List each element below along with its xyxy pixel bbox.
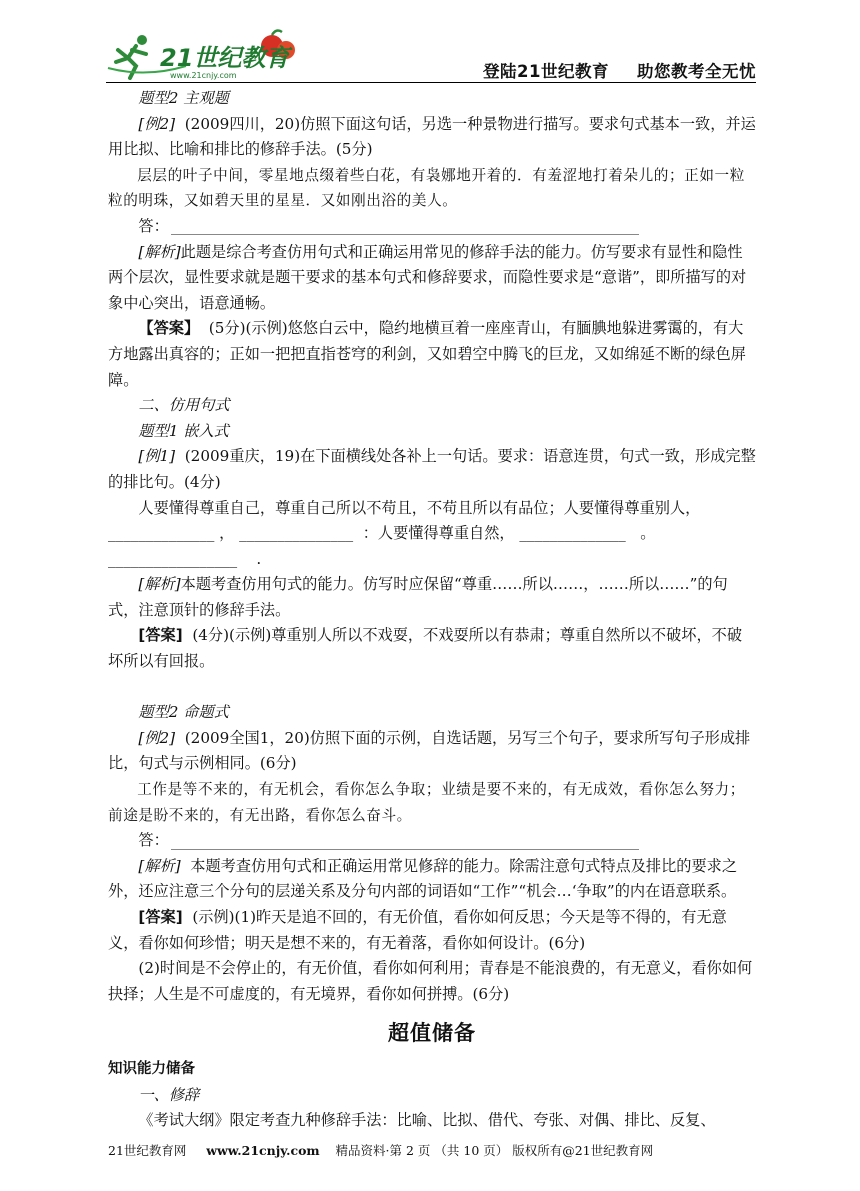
header-tagline: 助您教考全无忧 xyxy=(637,62,756,81)
answer-paragraph xyxy=(108,623,756,674)
fill-blank-line[interactable]: _________________ . xyxy=(108,549,262,568)
example-prompt xyxy=(108,444,756,495)
answer-paragraph xyxy=(108,905,756,956)
answer-blank[interactable] xyxy=(171,833,639,850)
answer-tag: [答案] xyxy=(138,626,183,645)
example-text: (2009重庆，19)在下面横线处各补上一句话。要求：语意连贯，句式一致，形成完整的排比句。(4分) xyxy=(108,447,756,491)
analysis-text: 本题考查仿用句式和正确运用常见修辞的能力。除需注意句式特点及排比的要求之外，还应注意三个分句的层递关系及分句内部的词语如“工作”“机会…‘争取”的内在语意联系。 xyxy=(108,856,738,901)
analysis-paragraph xyxy=(108,572,756,623)
body-paragraph: 《考试大纲》限定考查九种修辞手法：比喻、比拟、借代、夸张、对偶、排比、反复、 xyxy=(138,1111,716,1130)
logo xyxy=(106,28,306,84)
section-heading: 一、修辞 xyxy=(138,1085,200,1104)
analysis-paragraph xyxy=(108,854,756,905)
question-type-heading: 题型1 嵌入式 xyxy=(138,421,229,440)
page-header xyxy=(106,28,756,84)
answer-tag: [答案] xyxy=(138,908,183,926)
answer-blank[interactable] xyxy=(171,218,639,235)
page-footer xyxy=(108,1141,756,1159)
footer-url[interactable]: www.21cnjy.com xyxy=(206,1143,320,1158)
section-title: 超值储备 xyxy=(388,1021,476,1046)
answer-tag: 【答案】 xyxy=(138,319,200,338)
fill-blank-line[interactable]: ______________ ， _______________ ：人要懂得尊重自然， ______________ 。 xyxy=(108,524,656,543)
document-body xyxy=(108,86,756,1134)
example-text: (2009全国1，20)仿照下面的示例，自选话题，另写三个句子，要求所写句子形成排比，句式与示例相同。(6分) xyxy=(108,728,751,773)
analysis-paragraph xyxy=(108,240,756,317)
logo-text: 21世纪教育 xyxy=(160,44,290,72)
footer-site: 21世纪教育网 xyxy=(108,1143,187,1158)
analysis-tag: [解析] xyxy=(138,242,181,261)
answer-paragraph: (2)时间是不会停止的，有无价值，看你如何利用；青春是不能浪费的，有无意义，看你如何抉择；人生是不可虚度的，有无境界，看你如何拼搏。(6分) xyxy=(108,959,753,1003)
subsection-title: 知识能力储备 xyxy=(108,1060,195,1077)
example-tag: [例2] xyxy=(138,728,176,747)
answer-line-row xyxy=(108,828,756,854)
logo-url: www.21cnjy.com xyxy=(170,71,237,80)
example-tag: [例1] xyxy=(138,447,176,466)
section-heading: 二、仿用句式 xyxy=(138,396,230,415)
question-type-heading: 题型2 命题式 xyxy=(138,703,229,722)
analysis-text: 此题是综合考查仿用句式和正确运用常见的修辞手法的能力。仿写要求有显性和隐性两个层次，显性要求就是题干要求的基本句式和修辞要求，而隐性要求是“意谐”，即所描写的对象中心突出，语意通畅。 xyxy=(108,242,747,312)
example-passage: 层层的叶子中间，零星地点缀着些白花，有袅娜地开着的．有羞涩地打着朵儿的；正如一粒粒的明珠，又如碧天里的星星．又如刚出浴的美人。 xyxy=(108,166,745,210)
answer-line-row xyxy=(108,214,756,240)
question-type-heading: 题型2 主观题 xyxy=(138,89,229,107)
header-login-text: 登陆21世纪教育 xyxy=(483,62,609,81)
answer-label: 答： xyxy=(138,216,169,235)
header-slogan xyxy=(483,58,756,82)
answer-paragraph xyxy=(108,316,756,393)
answer-label: 答： xyxy=(138,831,169,850)
footer-info: 精品资料·第 2 页 （共 10 页） 版权所有@21世纪教育网 xyxy=(335,1143,654,1158)
example-tag: [例2] xyxy=(138,114,176,133)
analysis-tag: [解析] xyxy=(138,575,181,594)
header-divider xyxy=(106,82,756,83)
example-prompt xyxy=(108,726,756,777)
answer-text: (4分)(示例)尊重别人所以不戏耍，不戏耍所以有恭肃；尊重自然所以不破坏，不破坏所以有回报。 xyxy=(108,626,743,671)
example-passage: 人要懂得尊重自己，尊重自己所以不苟且，不苟且所以有品位；人要懂得尊重别人， xyxy=(138,498,701,517)
example-passage: 工作是等不来的，有无机会，看你怎么争取；业绩是要不来的，有无成效，看你怎么努力；前途是盼不来的，有无出路，看你怎么奋斗。 xyxy=(108,781,745,824)
example-prompt xyxy=(108,112,756,163)
answer-text: (示例)(1)昨天是追不回的，有无价值，看你如何反思；今天是等不得的，有无意义，看你如何珍惜；明天是想不来的，有无着落，看你如何设计。(6分) xyxy=(108,908,727,952)
spacer xyxy=(108,675,756,701)
analysis-text: 本题考查仿用句式的能力。仿写时应保留“尊重……所以……，……所以……”的句式，注意顶针的修辞手法。 xyxy=(108,575,728,619)
answer-text: (5分)(示例)悠悠白云中，隐约地横亘着一座座青山，有腼腆地躲进雾霭的，有大方地露出真容的；正如一把把直指苍穹的利剑，又如碧空中腾飞的巨龙，又如绵延不断的绿色屏障。 xyxy=(108,319,746,389)
example-text: (2009四川，20)仿照下面这句话，另选一种景物进行描写。要求句式基本一致，并运用比拟、比喻和排比的修辞手法。(5分) xyxy=(108,114,756,159)
analysis-tag: [解析] xyxy=(138,856,181,875)
